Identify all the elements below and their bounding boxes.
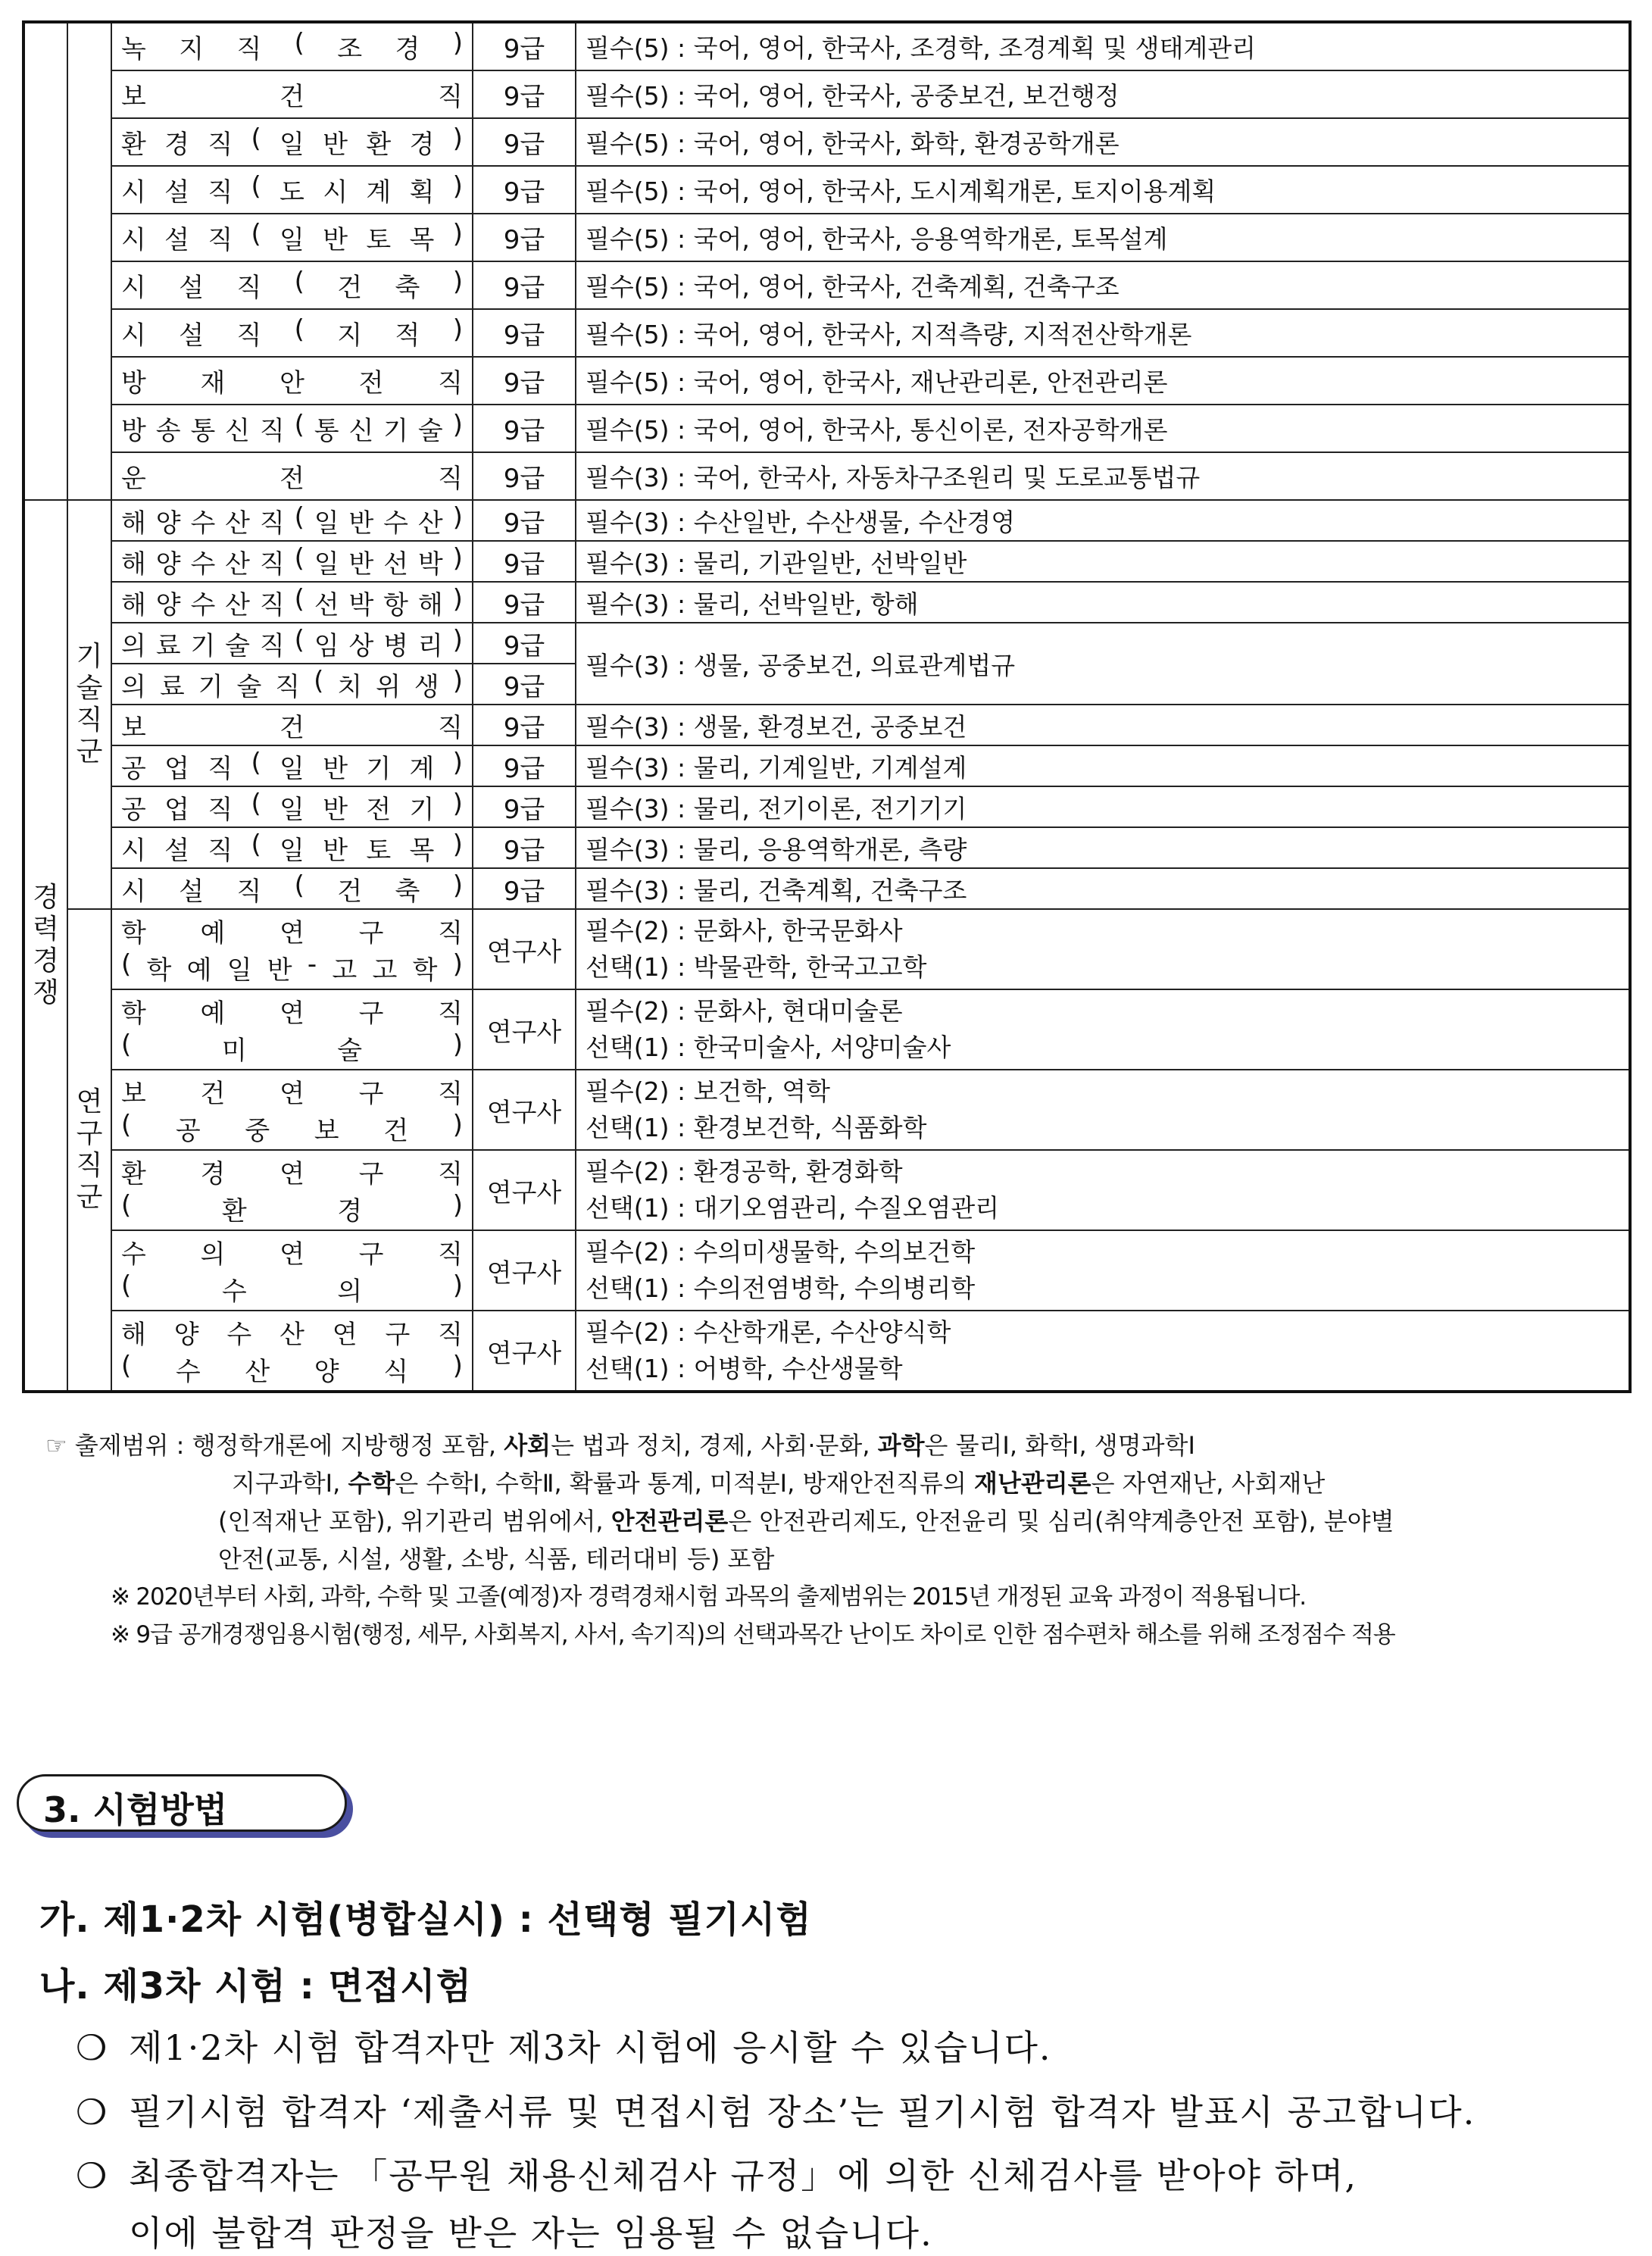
job-name <box>111 261 473 309</box>
subjects: 필수(5) : 국어, 영어, 한국사, 재난관리론, 안전관리론 <box>576 357 1630 405</box>
job-spec-text: ( 수 산 양 식 ) <box>121 1351 463 1387</box>
grade: 9급 <box>473 70 576 118</box>
note-line-2 <box>45 1464 1621 1502</box>
optional-subjects: 선택(1) : 대기오염관리, 수질오염관리 <box>586 1193 1000 1223</box>
pointing-hand-icon: ☞ <box>45 1431 67 1460</box>
grade: 9급 <box>473 623 576 664</box>
grade: 9급 <box>473 786 576 827</box>
table-row <box>23 582 1630 623</box>
subjects <box>576 989 1630 1070</box>
job-name <box>111 623 473 664</box>
grade: 9급 <box>473 214 576 261</box>
group-research-label: 연 구 직 군 <box>76 1086 103 1213</box>
exam-scope-notes <box>45 1426 1621 1654</box>
job-name <box>111 118 473 166</box>
job-name <box>111 214 473 261</box>
job-spec-text: ( 학 예 일 반 - 고 고 학 ) <box>121 949 463 986</box>
table-row <box>23 22 1630 70</box>
job-spec-text: ( 수 의 ) <box>121 1270 463 1307</box>
job-spec-text: ( 미 술 ) <box>121 1030 463 1066</box>
job-name-text: 환 경 직 ( 일 반 환 경 ) <box>121 123 463 160</box>
table-row <box>23 989 1630 1070</box>
group-research <box>67 909 111 1392</box>
job-name-text: 시 설 직 ( 일 반 토 목 ) <box>121 219 463 255</box>
note-text: 은 물리Ⅰ, 화학Ⅰ, 생명과학Ⅰ <box>924 1431 1195 1460</box>
table-row <box>23 309 1630 357</box>
job-name <box>111 664 473 705</box>
job-name <box>111 166 473 214</box>
note-bold: 사회 <box>504 1431 551 1460</box>
grade: 연구사 <box>473 1070 576 1150</box>
job-name-text: 학 예 연 구 직 <box>121 918 463 948</box>
group-career <box>23 500 67 1392</box>
job-name <box>111 1311 473 1392</box>
note-text: 는 법과 정치, 경제, 사회·문화, <box>551 1431 878 1460</box>
table-row <box>23 745 1630 786</box>
grade: 9급 <box>473 309 576 357</box>
subjects: 필수(3) : 물리, 건축계획, 건축구조 <box>576 868 1630 909</box>
job-name-text: 방 재 안 전 직 <box>121 368 463 398</box>
optional-subjects: 선택(1) : 환경보건학, 식품화학 <box>586 1113 927 1142</box>
table-row <box>23 1070 1630 1150</box>
required-subjects: 필수(2) : 수의미생물학, 수의보건학 <box>586 1237 976 1267</box>
table-row <box>23 623 1630 664</box>
grade: 9급 <box>473 166 576 214</box>
job-name <box>111 405 473 452</box>
subjects <box>576 1150 1630 1230</box>
grade: 9급 <box>473 452 576 500</box>
note-text: 은 안전관리제도, 안전윤리 및 심리(취약계층안전 포함), 분야별 <box>728 1507 1394 1536</box>
job-name-text: 시 설 직 ( 도 시 계 획 ) <box>121 171 463 208</box>
group-tech <box>67 500 111 909</box>
table-row <box>23 118 1630 166</box>
job-name-text: 해 양 수 산 직 ( 일 반 수 산 ) <box>121 502 463 539</box>
job-name <box>111 500 473 541</box>
subjects: 필수(5) : 국어, 영어, 한국사, 조경학, 조경계획 및 생태계관리 <box>576 22 1630 70</box>
note-text: 출제범위 : 행정학개론에 지방행정 포함, <box>74 1431 504 1460</box>
grade: 9급 <box>473 705 576 745</box>
bullet-health-check <box>76 2148 1357 2198</box>
job-name <box>111 309 473 357</box>
grade: 9급 <box>473 664 576 705</box>
job-name-text: 수 의 연 구 직 <box>121 1239 463 1270</box>
grade: 연구사 <box>473 1230 576 1311</box>
job-name-text: 시 설 직 ( 일 반 토 목 ) <box>121 829 463 866</box>
job-name <box>111 452 473 500</box>
job-name-text: 보 건 연 구 직 <box>121 1079 463 1109</box>
job-name-text: 환 경 연 구 직 <box>121 1159 463 1189</box>
table-row <box>23 1150 1630 1230</box>
exam-table-body <box>23 22 1630 1392</box>
job-spec-text: ( 공 중 보 건 ) <box>121 1110 463 1146</box>
group-general <box>23 22 67 500</box>
subjects: 필수(5) : 국어, 영어, 한국사, 응용역학개론, 토목설계 <box>576 214 1630 261</box>
job-name <box>111 786 473 827</box>
job-name <box>111 909 473 989</box>
exam-subject-table <box>22 20 1632 1393</box>
required-subjects: 필수(2) : 환경공학, 환경화학 <box>586 1157 903 1186</box>
optional-subjects: 선택(1) : 수의전염병학, 수의병리학 <box>586 1273 976 1303</box>
circle-bullet-icon: ❍ <box>76 2155 109 2196</box>
subjects: 필수(3) : 생물, 환경보건, 공중보건 <box>576 705 1630 745</box>
required-subjects: 필수(2) : 문화사, 한국문화사 <box>586 916 903 945</box>
table-row <box>23 827 1630 868</box>
job-name <box>111 868 473 909</box>
bullet-text: 제1·2차 시험 합격자만 제3차 시험에 응시할 수 있습니다. <box>129 2027 1052 2068</box>
note-bold: 안전관리론 <box>611 1507 729 1536</box>
subjects <box>576 1070 1630 1150</box>
table-row <box>23 166 1630 214</box>
job-name <box>111 582 473 623</box>
heading-written-exam: 가. 제1·2차 시험(병합실시) : 선택형 필기시험 <box>39 1898 812 1941</box>
table-row <box>23 1311 1630 1392</box>
bullet-announcement <box>76 2085 1476 2135</box>
subjects: 필수(5) : 국어, 영어, 한국사, 지적측량, 지적전산학개론 <box>576 309 1630 357</box>
table-row <box>23 1230 1630 1311</box>
grade: 연구사 <box>473 1311 576 1392</box>
grade: 연구사 <box>473 1150 576 1230</box>
section-title-box <box>17 1774 347 1832</box>
note-line-3 <box>45 1502 1621 1540</box>
heading-interview: 나. 제3차 시험 : 면접시험 <box>39 1965 472 2008</box>
circle-bullet-icon: ❍ <box>76 2092 109 2133</box>
subjects <box>576 909 1630 989</box>
optional-subjects: 선택(1) : 한국미술사, 서양미술사 <box>586 1033 951 1062</box>
bullet-health-check-cont: 이에 불합격 판정을 받은 자는 임용될 수 없습니다. <box>129 2213 933 2254</box>
job-name-text: 해 양 수 산 연 구 직 <box>121 1320 463 1350</box>
job-name-text: 의 료 기 술 직 ( 임 상 병 리 ) <box>121 624 463 661</box>
subjects: 필수(5) : 국어, 영어, 한국사, 화학, 환경공학개론 <box>576 118 1630 166</box>
grade: 9급 <box>473 541 576 582</box>
table-row <box>23 786 1630 827</box>
grade: 9급 <box>473 261 576 309</box>
job-name-text: 보 건 직 <box>121 712 463 743</box>
table-row <box>23 541 1630 582</box>
subjects: 필수(5) : 국어, 영어, 한국사, 통신이론, 전자공학개론 <box>576 405 1630 452</box>
grade: 9급 <box>473 22 576 70</box>
job-name <box>111 1070 473 1150</box>
job-name <box>111 22 473 70</box>
job-name-text: 시 설 직 ( 지 적 ) <box>121 314 463 351</box>
table-row <box>23 868 1630 909</box>
group-career-label: 경 력 경 쟁 <box>33 882 59 1008</box>
grade: 9급 <box>473 827 576 868</box>
job-name <box>111 357 473 405</box>
job-name-text: 해 양 수 산 직 ( 일 반 선 박 ) <box>121 542 463 580</box>
job-name <box>111 745 473 786</box>
table-row <box>23 705 1630 745</box>
grade: 연구사 <box>473 989 576 1070</box>
subjects: 필수(3) : 물리, 기계일반, 기계설계 <box>576 745 1630 786</box>
note-text: 은 자연재난, 사회재난 <box>1091 1469 1326 1498</box>
grade: 9급 <box>473 118 576 166</box>
job-name-text: 시 설 직 ( 건 축 ) <box>121 267 463 303</box>
group-general-sub <box>67 22 111 500</box>
subjects: 필수(3) : 물리, 선박일반, 항해 <box>576 582 1630 623</box>
job-spec-text: ( 환 경 ) <box>121 1190 463 1226</box>
grade: 연구사 <box>473 909 576 989</box>
subjects: 필수(5) : 국어, 영어, 한국사, 건축계획, 건축구조 <box>576 261 1630 309</box>
grade: 9급 <box>473 582 576 623</box>
required-subjects: 필수(2) : 수산학개론, 수산양식학 <box>586 1317 951 1347</box>
table-row <box>23 909 1630 989</box>
job-name <box>111 989 473 1070</box>
table-row <box>23 214 1630 261</box>
bullet-eligibility <box>76 2020 1052 2070</box>
required-subjects: 필수(2) : 문화사, 현대미술론 <box>586 996 903 1026</box>
subjects: 필수(3) : 물리, 기관일반, 선박일반 <box>576 541 1630 582</box>
grade: 9급 <box>473 868 576 909</box>
job-name-text: 방 송 통 신 직 ( 통 신 기 술 ) <box>121 410 463 446</box>
subjects <box>576 1230 1630 1311</box>
grade: 9급 <box>473 500 576 541</box>
job-name-text: 의 료 기 술 직 ( 치 위 생 ) <box>121 665 463 702</box>
note-bold: 재난관리론 <box>974 1469 1091 1498</box>
subjects: 필수(5) : 국어, 영어, 한국사, 공중보건, 보건행정 <box>576 70 1630 118</box>
note-text: 지구과학Ⅰ, <box>232 1469 348 1498</box>
job-name-text: 공 업 직 ( 일 반 기 계 ) <box>121 747 463 784</box>
table-row <box>23 357 1630 405</box>
job-name <box>111 1150 473 1230</box>
bullet-text: 최종합격자는 「공무원 채용신체검사 규정」에 의한 신체검사를 받아야 하며, <box>129 2155 1358 2196</box>
job-name <box>111 541 473 582</box>
note-adjusted-score: ※ 9급 공개경쟁임용시험(행정, 세무, 사회복지, 사서, 속기직)의 선택과목간 난이도 차이로 인한 점수편차 해소를 위해 조정점수 적용 <box>111 1621 1395 1648</box>
table-row <box>23 405 1630 452</box>
job-name-text: 보 건 직 <box>121 82 463 112</box>
group-tech-label: 기 술 직 군 <box>76 641 103 767</box>
table-row <box>23 500 1630 541</box>
subjects: 필수(3) : 국어, 한국사, 자동차구조원리 및 도로교통법규 <box>576 452 1630 500</box>
job-name-text: 시 설 직 ( 건 축 ) <box>121 870 463 907</box>
grade: 9급 <box>473 357 576 405</box>
job-name <box>111 1230 473 1311</box>
job-name-text: 녹 지 직 ( 조 경 ) <box>121 28 463 64</box>
table-row <box>23 261 1630 309</box>
table-row <box>23 452 1630 500</box>
subjects: 필수(3) : 수산일반, 수산생물, 수산경영 <box>576 500 1630 541</box>
subjects: 필수(3) : 생물, 공중보건, 의료관계법규 <box>576 623 1630 705</box>
optional-subjects: 선택(1) : 박물관학, 한국고고학 <box>586 952 927 982</box>
circle-bullet-icon: ❍ <box>76 2027 109 2068</box>
note-curriculum: ※ 2020년부터 사회, 과학, 수학 및 고졸(예정)자 경력경채시험 과목의 출제범위는 2015년 개정된 교육 과정이 적용됩니다. <box>111 1583 1306 1611</box>
subjects: 필수(3) : 물리, 전기이론, 전기기기 <box>576 786 1630 827</box>
subjects <box>576 1311 1630 1392</box>
optional-subjects: 선택(1) : 어병학, 수산생물학 <box>586 1354 903 1383</box>
grade: 9급 <box>473 745 576 786</box>
table-row <box>23 70 1630 118</box>
note-text: (인적재난 포함), 위기관리 범위에서, <box>218 1507 611 1536</box>
note-bold: 과학 <box>877 1431 925 1460</box>
section-title: 3. 시험방법 <box>43 1789 228 1830</box>
subjects: 필수(5) : 국어, 영어, 한국사, 도시계획개론, 토지이용계획 <box>576 166 1630 214</box>
job-name-text: 운 전 직 <box>121 464 463 494</box>
job-name <box>111 70 473 118</box>
note-text: 은 수학Ⅰ, 수학Ⅱ, 확률과 통계, 미적분Ⅰ, 방재안전직류의 <box>395 1469 975 1498</box>
note-line-1 <box>45 1426 1621 1464</box>
job-name-text: 공 업 직 ( 일 반 전 기 ) <box>121 788 463 825</box>
job-name-text: 해 양 수 산 직 ( 선 박 항 해 ) <box>121 583 463 620</box>
subjects: 필수(3) : 물리, 응용역학개론, 측량 <box>576 827 1630 868</box>
job-name <box>111 827 473 868</box>
grade: 9급 <box>473 405 576 452</box>
job-name-text: 학 예 연 구 직 <box>121 998 463 1029</box>
note-line-4: 안전(교통, 시설, 생활, 소방, 식품, 테러대비 등) 포함 <box>218 1545 775 1573</box>
job-name <box>111 705 473 745</box>
required-subjects: 필수(2) : 보건학, 역학 <box>586 1076 830 1106</box>
note-bold: 수학 <box>348 1469 395 1498</box>
bullet-text: 필기시험 합격자 ‘제출서류 및 면접시험 장소’는 필기시험 합격자 발표시 공고합니다. <box>129 2092 1476 2133</box>
